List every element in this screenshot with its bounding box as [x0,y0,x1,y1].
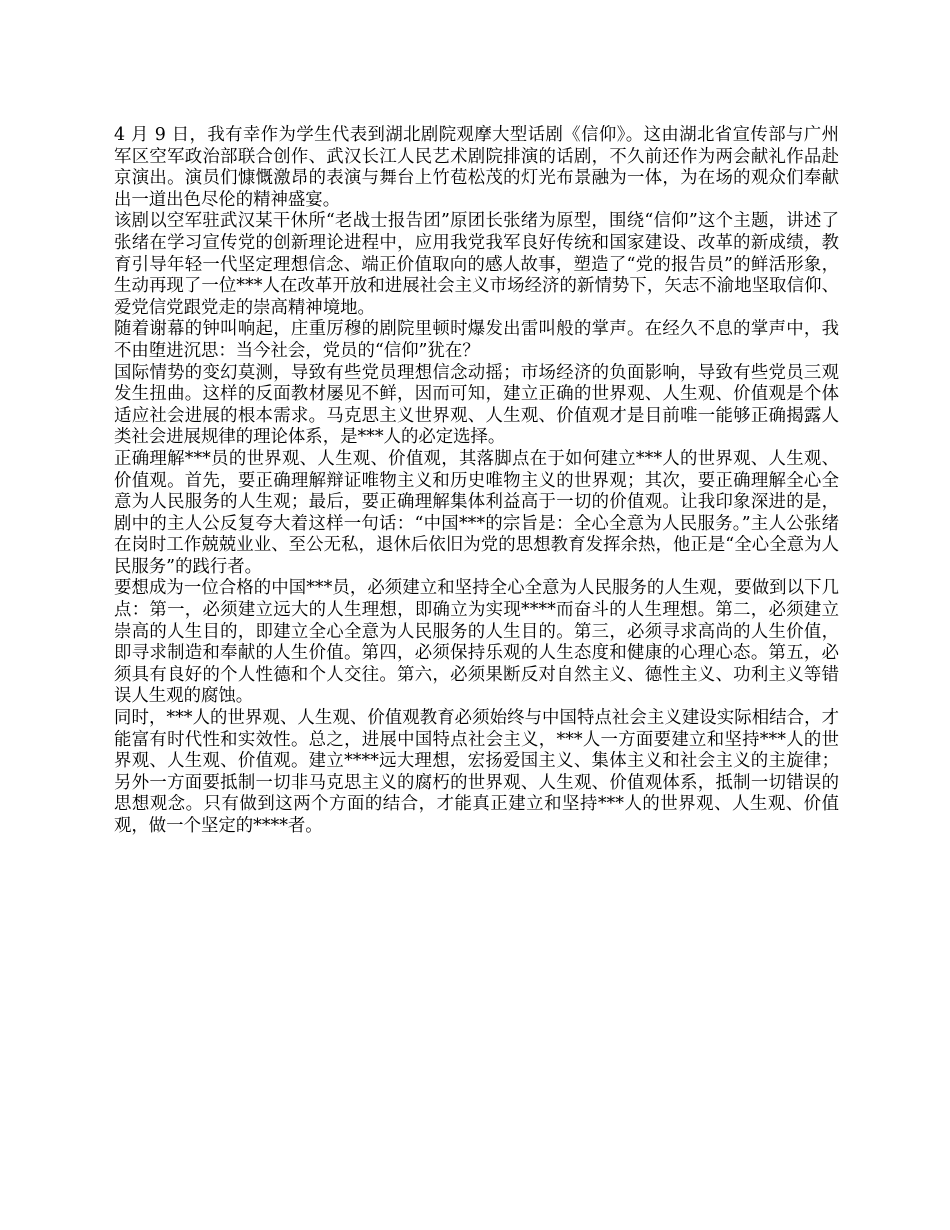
paragraph-5: 正确理解***员的世界观、人生观、价值观，其落脚点在于如何建立***人的世界观、人生观、价值观。首先，要正确理解辩证唯物主义和历史唯物主义的世界观；其次，要正确理解全心全意为人民服务的人生观；最后，要正确理解集体利益高于一切的价值观。让我印象深进的是，剧中的主人公反复夸大着这样一句话：“中国***的宗旨是：全心全意为人民服务。”主人公张绪在岗时工作兢兢业业、至公无私，退休后依旧为党的思想教育发挥余热，他正是“全心全意为人民服务”的践行者。 [114,448,839,577]
document-body [114,125,839,838]
paragraph-4: 国际情势的变幻莫测，导致有些党员理想信念动摇；市场经济的负面影响，导致有些党员三观发生扭曲。这样的反面教材屡见不鲜，因而可知，建立正确的世界观、人生观、价值观是个体适应社会进展的根本需求。马克思主义世界观、人生观、价值观才是目前唯一能够正确揭露人类社会进展规律的理论体系，是***人的必定选择。 [114,362,839,448]
paragraph-3: 随着谢幕的钟叫响起，庄重厉穆的剧院里顿时爆发出雷叫般的掌声。在经久不息的掌声中，我不由堕进沉思：当今社会，党员的“信仰”犹在？ [114,319,839,361]
paragraph-7: 同时，***人的世界观、人生观、价值观教育必须始终与中国特点社会主义建设实际相结合，才能富有时代性和实效性。总之，进展中国特点社会主义，***人一方面要建立和坚持***人的世界观、人生观、价值观。建立****远大理想，宏扬爱国主义、集体主义和社会主义的主旋律；另外一方面要抵制一切非马克思主义的腐朽的世界观、人生观、价值观体系，抵制一切错误的思想观念。只有做到这两个方面的结合，才能真正建立和坚持***人的世界观、人生观、价值观，做一个坚定的****者。 [114,708,839,836]
paragraph-6: 要想成为一位合格的中国***员，必须建立和坚持全心全意为人民服务的人生观，要做到以下几点：第一，必须建立远大的人生理想，即确立为实现****而奋斗的人生理想。第二，必须建立崇高的人生目的，即建立全心全意为人民服务的人生目的。第三，必须寻求高尚的人生价值，即寻求制造和奉献的人生价值。第四，必须保持乐观的人生态度和健康的心理心态。第五，必须具有良好的个人性德和个人交往。第六，必须果断反对自然主义、德性主义、功利主义等错误人生观的腐蚀。 [114,578,839,707]
paragraph-1: 4 月 9 日，我有幸作为学生代表到湖北剧院观摩大型话剧《信仰》。这由湖北省宣传部与广州军区空军政治部联合创作、武汉长江人民艺术剧院排演的话剧，不久前还作为两会献礼作品赴京演出。演员们慷慨激昂的表演与舞台上竹苞松茂的灯光布景融为一体，为在场的观众们奉献出一道出色尽伦的精神盛宴。 [114,125,839,210]
paragraph-2: 该剧以空军驻武汉某干休所“老战士报告团”原团长张绪为原型，围绕“信仰”这个主题，讲述了张绪在学习宣传党的创新理论进程中，应用我党我军良好传统和国家建设、改革的新成绩，教育引导年轻一代坚定理想信念、端正价值取向的感人故事，塑造了“党的报告员”的鲜活形象，生动再现了一位***人在改革开放和进展社会主义市场经济的新情势下，矢志不渝地坚取信仰、爱党信党跟党走的崇高精神境地。 [114,211,839,318]
